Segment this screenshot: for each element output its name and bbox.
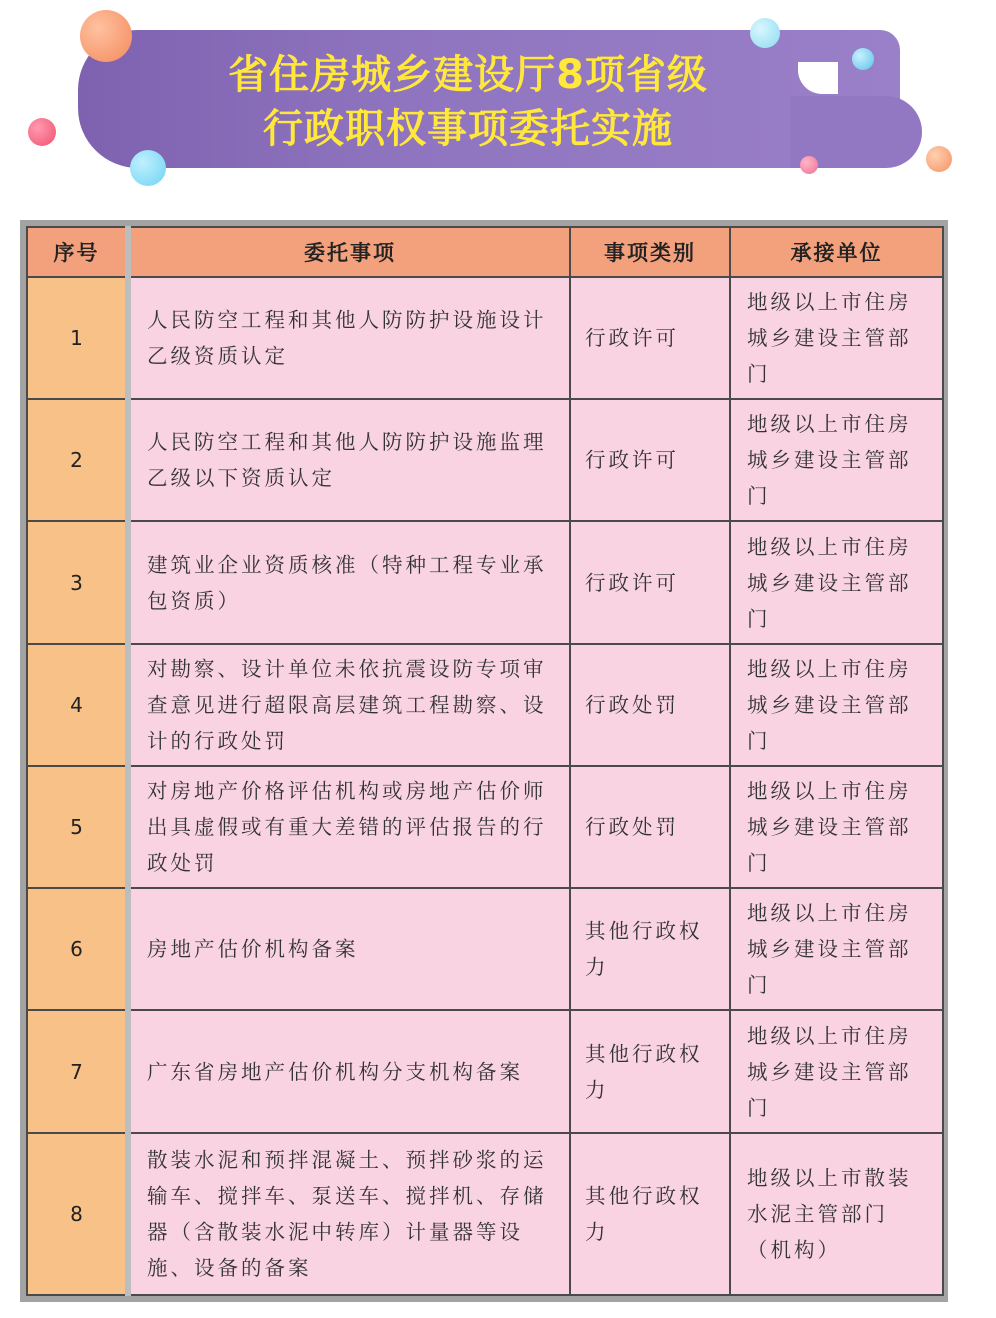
row-item: 人民防空工程和其他人防防护设施监理乙级以下资质认定 xyxy=(128,399,570,521)
header-unit: 承接单位 xyxy=(730,227,943,277)
title-line-2: 行政职权事项委托实施 xyxy=(263,106,673,152)
header-item: 委托事项 xyxy=(128,227,570,277)
row-item: 散装水泥和预拌混凝土、预拌砂浆的运输车、搅拌车、泵送车、搅拌机、存储器（含散装水泥中转库）计量器等设施、设备的备案 xyxy=(128,1133,570,1295)
row-type: 行政许可 xyxy=(570,521,730,643)
row-unit: 地级以上市住房城乡建设主管部门 xyxy=(730,644,943,766)
row-unit: 地级以上市住房城乡建设主管部门 xyxy=(730,521,943,643)
table-frame xyxy=(20,220,948,1302)
row-type: 其他行政权力 xyxy=(570,1133,730,1295)
row-number: 5 xyxy=(27,766,128,888)
row-number: 2 xyxy=(27,399,128,521)
row-item: 对房地产价格评估机构或房地产估价师出具虚假或有重大差错的评估报告的行政处罚 xyxy=(128,766,570,888)
table-row xyxy=(27,644,943,766)
row-type: 行政许可 xyxy=(570,277,730,399)
table-row xyxy=(27,1133,943,1295)
row-unit: 地级以上市住房城乡建设主管部门 xyxy=(730,888,943,1010)
row-type: 其他行政权力 xyxy=(570,1010,730,1132)
row-type: 行政许可 xyxy=(570,399,730,521)
row-type: 其他行政权力 xyxy=(570,888,730,1010)
decor-dot-cyan xyxy=(750,18,780,48)
table-row xyxy=(27,399,943,521)
table-row xyxy=(27,888,943,1010)
row-unit: 地级以上市住房城乡建设主管部门 xyxy=(730,399,943,521)
row-number: 4 xyxy=(27,644,128,766)
row-item: 人民防空工程和其他人防防护设施设计乙级资质认定 xyxy=(128,277,570,399)
row-number: 3 xyxy=(27,521,128,643)
header-type: 事项类别 xyxy=(570,227,730,277)
row-item: 对勘察、设计单位未依抗震设防专项审查意见进行超限高层建筑工程勘察、设计的行政处罚 xyxy=(128,644,570,766)
table-row xyxy=(27,277,943,399)
row-unit: 地级以上市散装水泥主管部门（机构） xyxy=(730,1133,943,1295)
header-number: 序号 xyxy=(27,227,128,277)
row-number: 8 xyxy=(27,1133,128,1295)
decor-dot-pink-small xyxy=(800,156,818,174)
row-item: 建筑业企业资质核准（特种工程专业承包资质） xyxy=(128,521,570,643)
decor-dot-orange-small xyxy=(926,146,952,172)
row-unit: 地级以上市住房城乡建设主管部门 xyxy=(730,277,943,399)
table-row xyxy=(27,521,943,643)
row-unit: 地级以上市住房城乡建设主管部门 xyxy=(730,766,943,888)
header-banner xyxy=(0,0,996,200)
row-unit: 地级以上市住房城乡建设主管部门 xyxy=(730,1010,943,1132)
row-type: 行政处罚 xyxy=(570,766,730,888)
row-number: 7 xyxy=(27,1010,128,1132)
row-type: 行政处罚 xyxy=(570,644,730,766)
table-header-row xyxy=(27,227,943,277)
page-title xyxy=(78,48,858,156)
row-number: 6 xyxy=(27,888,128,1010)
row-item: 广东省房地产估价机构分支机构备案 xyxy=(128,1010,570,1132)
row-item: 房地产估价机构备案 xyxy=(128,888,570,1010)
title-line-1: 省住房城乡建设厅8项省级 xyxy=(228,52,708,98)
row-number: 1 xyxy=(27,277,128,399)
table-row xyxy=(27,766,943,888)
table-row xyxy=(27,1010,943,1132)
entrusted-items-table xyxy=(26,226,944,1296)
decor-dot-red xyxy=(28,118,56,146)
